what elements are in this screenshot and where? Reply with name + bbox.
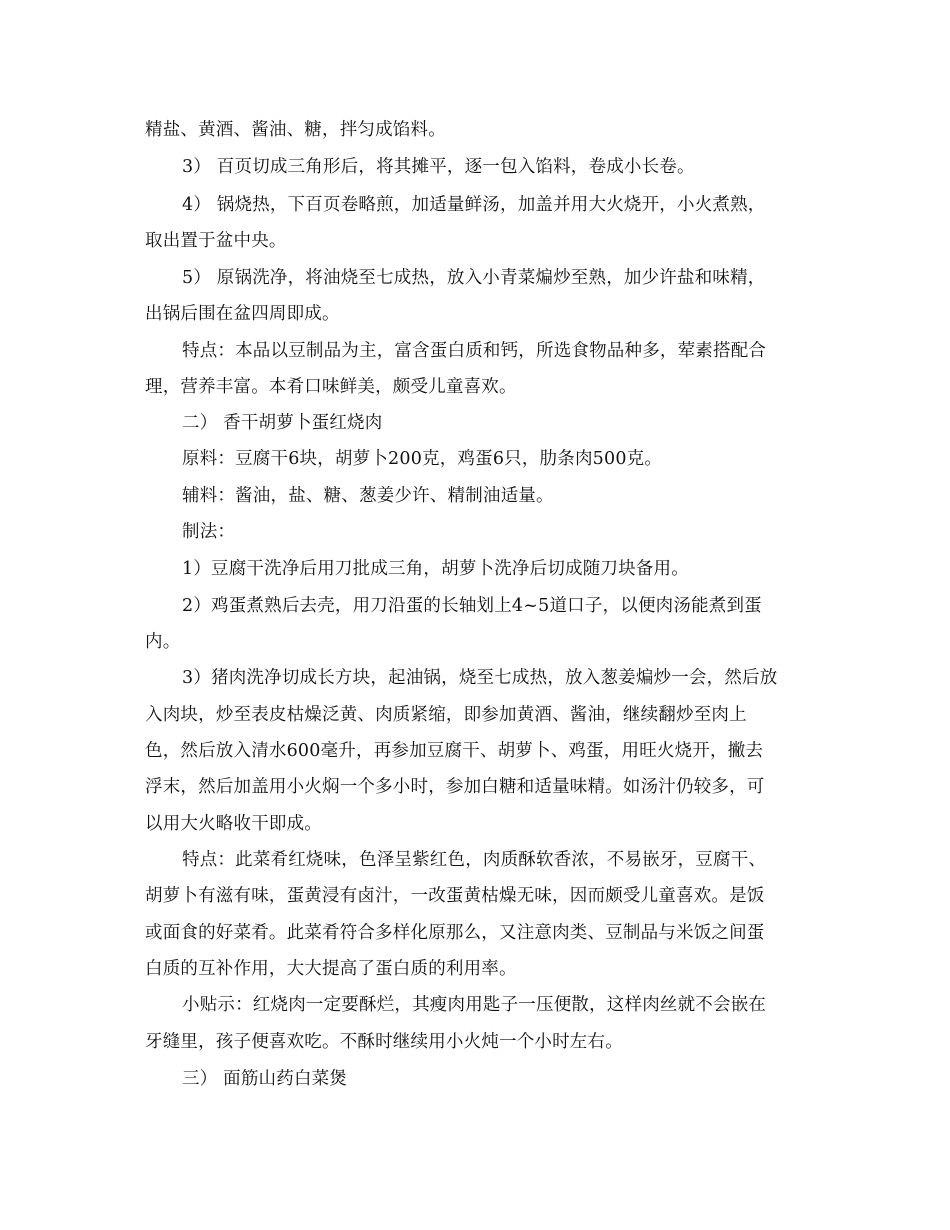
section-heading-3: 三） 面筋山药白菜煲 [182,1069,348,1089]
text-line-22: 胡萝卜有滋有味，蛋黄浸有卤汁，一改蛋黄枯燥无味，因而颇受儿童喜欢。是饭 [145,886,765,906]
text-line-19: 浮末，然后加盖用小火焖一个多小时，参加白糖和适量味精。如汤汁仍较多，可 [145,777,765,797]
text-line-26: 牙缝里，孩子便喜欢吃。不酥时继续用小火炖一个小时左右。 [145,1032,623,1052]
text-line-17: 入肉块，炒至表皮枯燥泛黄、肉质紧缩，即参加黄酒、酱油，继续翻炒至肉上 [145,705,747,725]
text-line-13: 1）豆腐干洗净后用刀批成三角，胡萝卜洗净后切成随刀块备用。 [182,559,689,579]
text-line-5: 5） 原锅洗净，将油烧至七成热，放入小青菜煸炒至熟，加少许盐和味精， [182,268,766,288]
text-line-8: 理，营养丰富。本肴口味鲜美，颇受儿童喜欢。 [145,377,517,397]
text-line-20: 以用大火略收干即成。 [145,814,322,834]
text-line-18: 色，然后放入清水600毫升，再参加豆腐干、胡萝卜、鸡蛋，用旺火烧开，撇去 [145,741,764,761]
text-line-23: 或面食的好菜肴。此菜肴符合多样化原那么，又注意肉类、豆制品与米饭之间蛋 [145,923,765,943]
text-line-3: 4） 锅烧热，下百页卷略煎，加适量鲜汤，加盖并用大火烧开，小火煮熟， [182,195,766,215]
section-heading-2: 二） 香干胡萝卜蛋红烧肉 [182,413,383,433]
text-line-12: 制法： [182,522,236,542]
text-line-24: 白质的互补作用，大大提高了蛋白质的利用率。 [145,959,517,979]
text-line-7: 特点：本品以豆制品为主，富含蛋白质和钙，所选食物品种多，荤素搭配合 [182,341,767,361]
text-line-16: 3）猪肉洗净切成长方块，起油锅，烧至七成热，放入葱姜煸炒一会，然后放 [182,668,778,688]
text-line-11: 辅料：酱油，盐、糖、葱姜少许、精制油适量。 [182,486,554,506]
text-line-25: 小贴示：红烧肉一定要酥烂，其瘦肉用匙子一压便散，这样肉丝就不会嵌在 [182,995,767,1015]
text-line-1: 精盐、黄酒、酱油、糖，拌匀成馅料。 [145,120,446,140]
text-line-10: 原料：豆腐干6块，胡萝卜200克，鸡蛋6只，肋条肉500克。 [182,449,663,469]
text-line-4: 取出置于盆中央。 [145,231,287,251]
text-line-14: 2）鸡蛋煮熟后去壳，用刀沿蛋的长轴划上4~5道口子，以便肉汤能煮到蛋 [182,596,762,616]
text-line-6: 出锅后围在盆四周即成。 [145,304,340,324]
text-line-15: 内。 [145,632,181,652]
text-line-21: 特点：此菜肴红烧味，色泽呈紫红色，肉质酥软香浓，不易嵌牙，豆腐干、 [182,850,767,870]
text-line-2: 3） 百页切成三角形后，将其摊平，逐一包入馅料，卷成小长卷。 [182,157,695,177]
